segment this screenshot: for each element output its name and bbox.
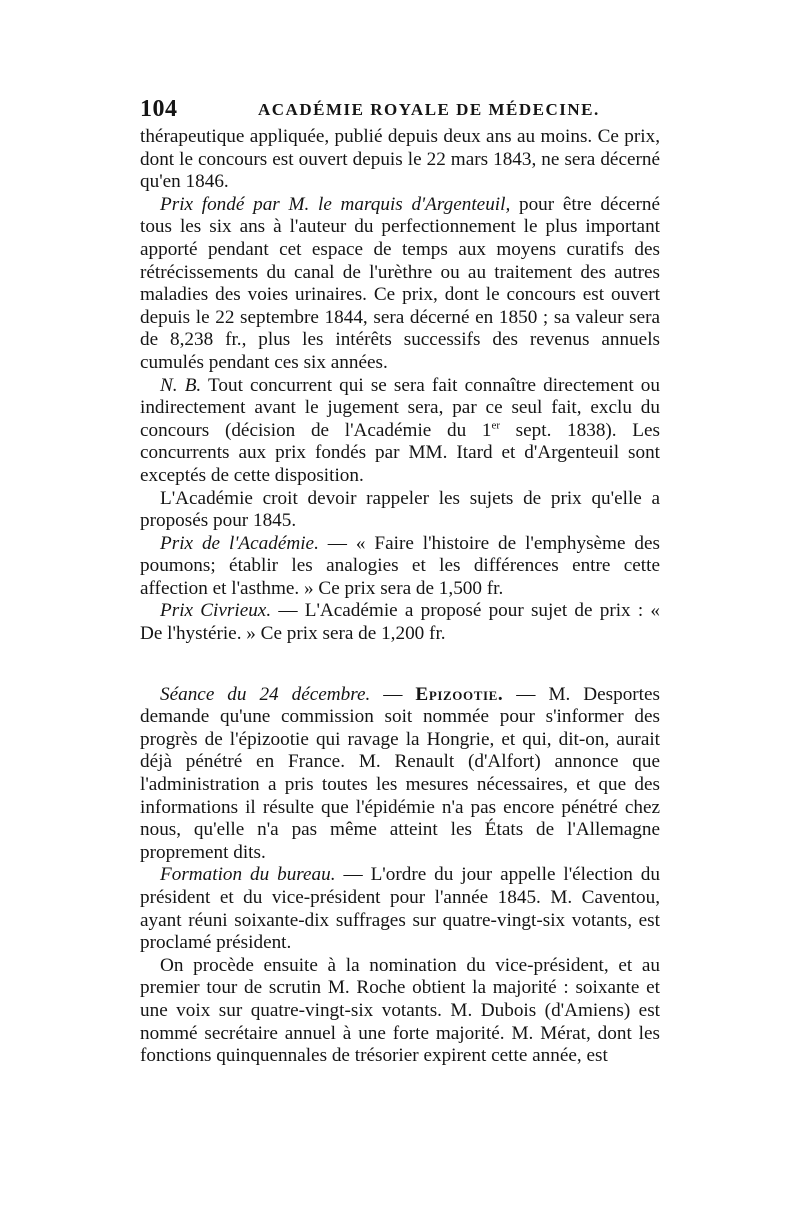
paragraph-label: Prix fondé par M. le marquis d'Argenteuil, <box>160 193 511 215</box>
paragraph-text: — L'ordre du jour appelle l'élection du président et du vice-président pour l'année 1845. M. Caventou, ayant réuni soixante-dix suffrages sur quatre-vingt-six votants, est proclamé président. <box>140 864 660 954</box>
paragraph-text: thérapeutique appliquée, publié depuis deux ans au moins. Ce prix, dont le concours est ouvert depuis le 22 mars 1843, ne sera décerné qu'en 1846. <box>140 126 660 193</box>
paragraph-8 <box>140 864 660 954</box>
page-number: 104 <box>140 96 178 122</box>
paragraph-text: pour être décerné tous les six ans à l'auteur du perfectionnement le plus important apporté pendant cet espace de temps aux moyens curatifs des rétrécissements du canal de l'urèthre ou au traitement des autres maladies des voies urinaires. Ce prix, dont le concours est ouvert depuis le 22 septembre 1844, sera décerné en 1850 ; sa valeur sera de 8,238 fr., plus les intérêts successifs des revenus annuels cumulés pendant ces six années. <box>140 193 660 373</box>
em-dash: — <box>370 683 416 705</box>
paragraph-text: — « Faire l'histoire de l'emphysème des poumons; établir les analogies et les différences entre cette affection et l'asthme. » Ce prix sera de 1,500 fr. <box>140 532 660 599</box>
paragraph-label: Prix de l'Académie. <box>160 532 319 554</box>
paragraph-label: N. B. <box>160 374 202 396</box>
paragraph-9 <box>140 955 660 1068</box>
section-gap <box>140 646 660 684</box>
paragraph-7 <box>140 684 660 865</box>
paragraph-2 <box>140 194 660 375</box>
paragraph-text: L'Académie croit devoir rappeler les sujets de prix qu'elle a proposés pour 1845. <box>140 487 660 532</box>
paragraph-5 <box>140 533 660 601</box>
paragraph-6 <box>140 600 660 645</box>
paragraph-text: Tout concurrent qui se sera fait connaître directement ou indirectement avant le jugement sera, par ce seul fait, exclu du concours (décision de l'Académie du 1 <box>140 374 660 441</box>
superscript: er <box>491 419 500 432</box>
topic-heading: Epizootie. <box>415 683 504 705</box>
paragraph-3 <box>140 375 660 488</box>
paragraph-label: Formation du bureau. <box>160 864 336 886</box>
paragraph-label: Séance du 24 décembre. <box>160 683 371 705</box>
paragraph-text-continued: sept. 1838). Les concurrents aux prix fondés par MM. Itard et d'Argenteuil sont exceptés de cette disposition. <box>140 419 660 486</box>
running-title: ACADÉMIE ROYALE DE MÉDECINE. <box>258 100 600 119</box>
paragraph-text: On procède ensuite à la nomination du vice-président, et au premier tour de scrutin M. Roche obtient la majorité : soixante et une voix sur quatre-vingt-six votants. M. Dubois (d'Amiens) est nommé secrétaire annuel à une forte majorité. M. Mérat, dont les fonctions quinquennales de trésorier expirent cette année, est <box>140 954 660 1067</box>
page-header <box>140 96 660 126</box>
paragraph-text: — M. Desportes demande qu'une commission soit nommée pour s'informer des progrès de l'épizootie qui ravage la Hongrie, et qui, dit-on, aurait déjà pénétré en France. M. Renault (d'Alfort) annonce que l'administration a pris toutes les mesures nécessaires, et que des informations il résulte que l'épidémie n'a pas encore pénétré chez nous, qu'elle n'a pas même atteint les États de l'Allemagne proprement dits. <box>140 683 661 863</box>
paragraph-label: Prix Civrieux. <box>160 600 272 622</box>
body-text <box>140 126 660 1068</box>
paragraph-text: — L'Académie a proposé pour sujet de prix : « De l'hystérie. » Ce prix sera de 1,200 fr. <box>140 600 660 645</box>
paragraph-1 <box>140 126 660 194</box>
paragraph-4 <box>140 488 660 533</box>
